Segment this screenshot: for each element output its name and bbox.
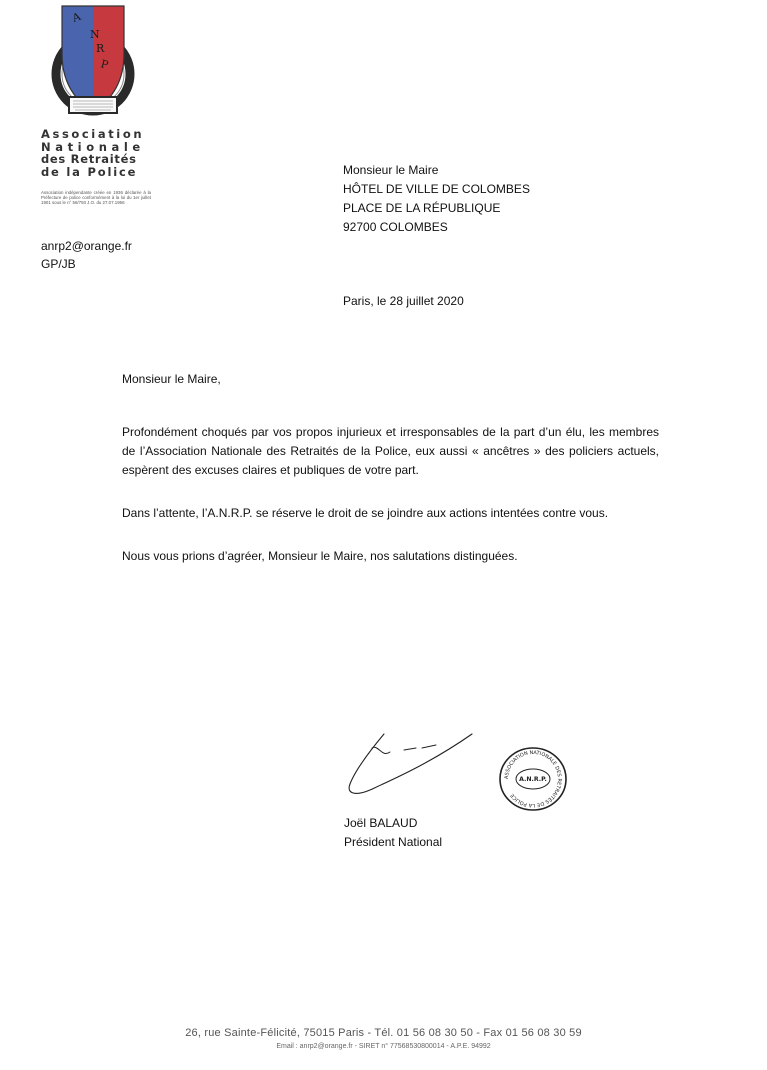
handwritten-signature [344, 728, 478, 798]
letter-paragraph: Profondément choqués par vos propos injurieux et irresponsables de la part d’un élu, les membres de l’Association Nationale des Retraités de la Police, eux aussi « ancêtres » des policiers actuels, espèrent des excuses claires et publiques de votre part. [122, 425, 659, 477]
sender-email: anrp2@orange.fr [41, 239, 132, 253]
letter-paragraph: Dans l’attente, l’A.N.R.P. se réserve le droit de se joindre aux actions intentées contre vous. [122, 506, 609, 520]
org-name-line: de la Police [41, 164, 138, 179]
footer-registration: Email : anrp2@orange.fr - SIRET n° 77568530800014 - A.P.E. 94992 [276, 1043, 491, 1050]
association-stamp [497, 746, 569, 812]
reference-initials: GP/JB [41, 257, 76, 271]
signer-name: Joël BALAUD [344, 816, 418, 830]
org-name-line: Nationale [41, 139, 145, 154]
sender-contact [41, 237, 132, 273]
logo-letter-n: N [90, 28, 100, 41]
closing-paragraph: Nous vous prions d’agréer, Monsieur le Maire, nos salutations distinguées. [122, 549, 518, 563]
recipient-line: 92700 COLOMBES [343, 220, 448, 234]
logo-letter-a: A [70, 9, 83, 25]
recipient-line: PLACE DE LA RÉPUBLIQUE [343, 201, 501, 215]
stamp-center-text: A.N.R.P. [519, 776, 547, 783]
org-name-line: des Retraités [41, 152, 137, 166]
logo-letter-p: P [99, 57, 110, 72]
date-line: Paris, le 28 juillet 2020 [343, 294, 464, 308]
logo-letter-r: R [96, 42, 105, 55]
org-name-line: Association [41, 127, 145, 141]
recipient-line: HÔTEL DE VILLE DE COLOMBES [343, 182, 530, 196]
organization-name [41, 128, 153, 178]
legal-notice: Association indépendante créée en 1936 déclarée à la Préfecture de police conformément à la loi du 1er juillet 1901 sous le n° 56/793 J.O. du 27.07.1956 [41, 190, 151, 206]
salutation: Monsieur le Maire, [122, 372, 221, 386]
signer-block [344, 814, 442, 852]
recipient-line: Monsieur le Maire [343, 163, 439, 177]
signer-title: Président National [344, 835, 443, 849]
letter-body [122, 370, 659, 566]
recipient-address [343, 161, 530, 237]
footer-address: 26, rue Sainte-Félicité, 75015 Paris - Tél. 01 56 08 30 50 - Fax 01 56 08 30 59 [185, 1027, 582, 1039]
stamp-ring-text: ASSOCIATION NATIONALE DES RETRAITÉS DE LA POLICE [503, 749, 563, 809]
anrp-logo [50, 4, 136, 122]
